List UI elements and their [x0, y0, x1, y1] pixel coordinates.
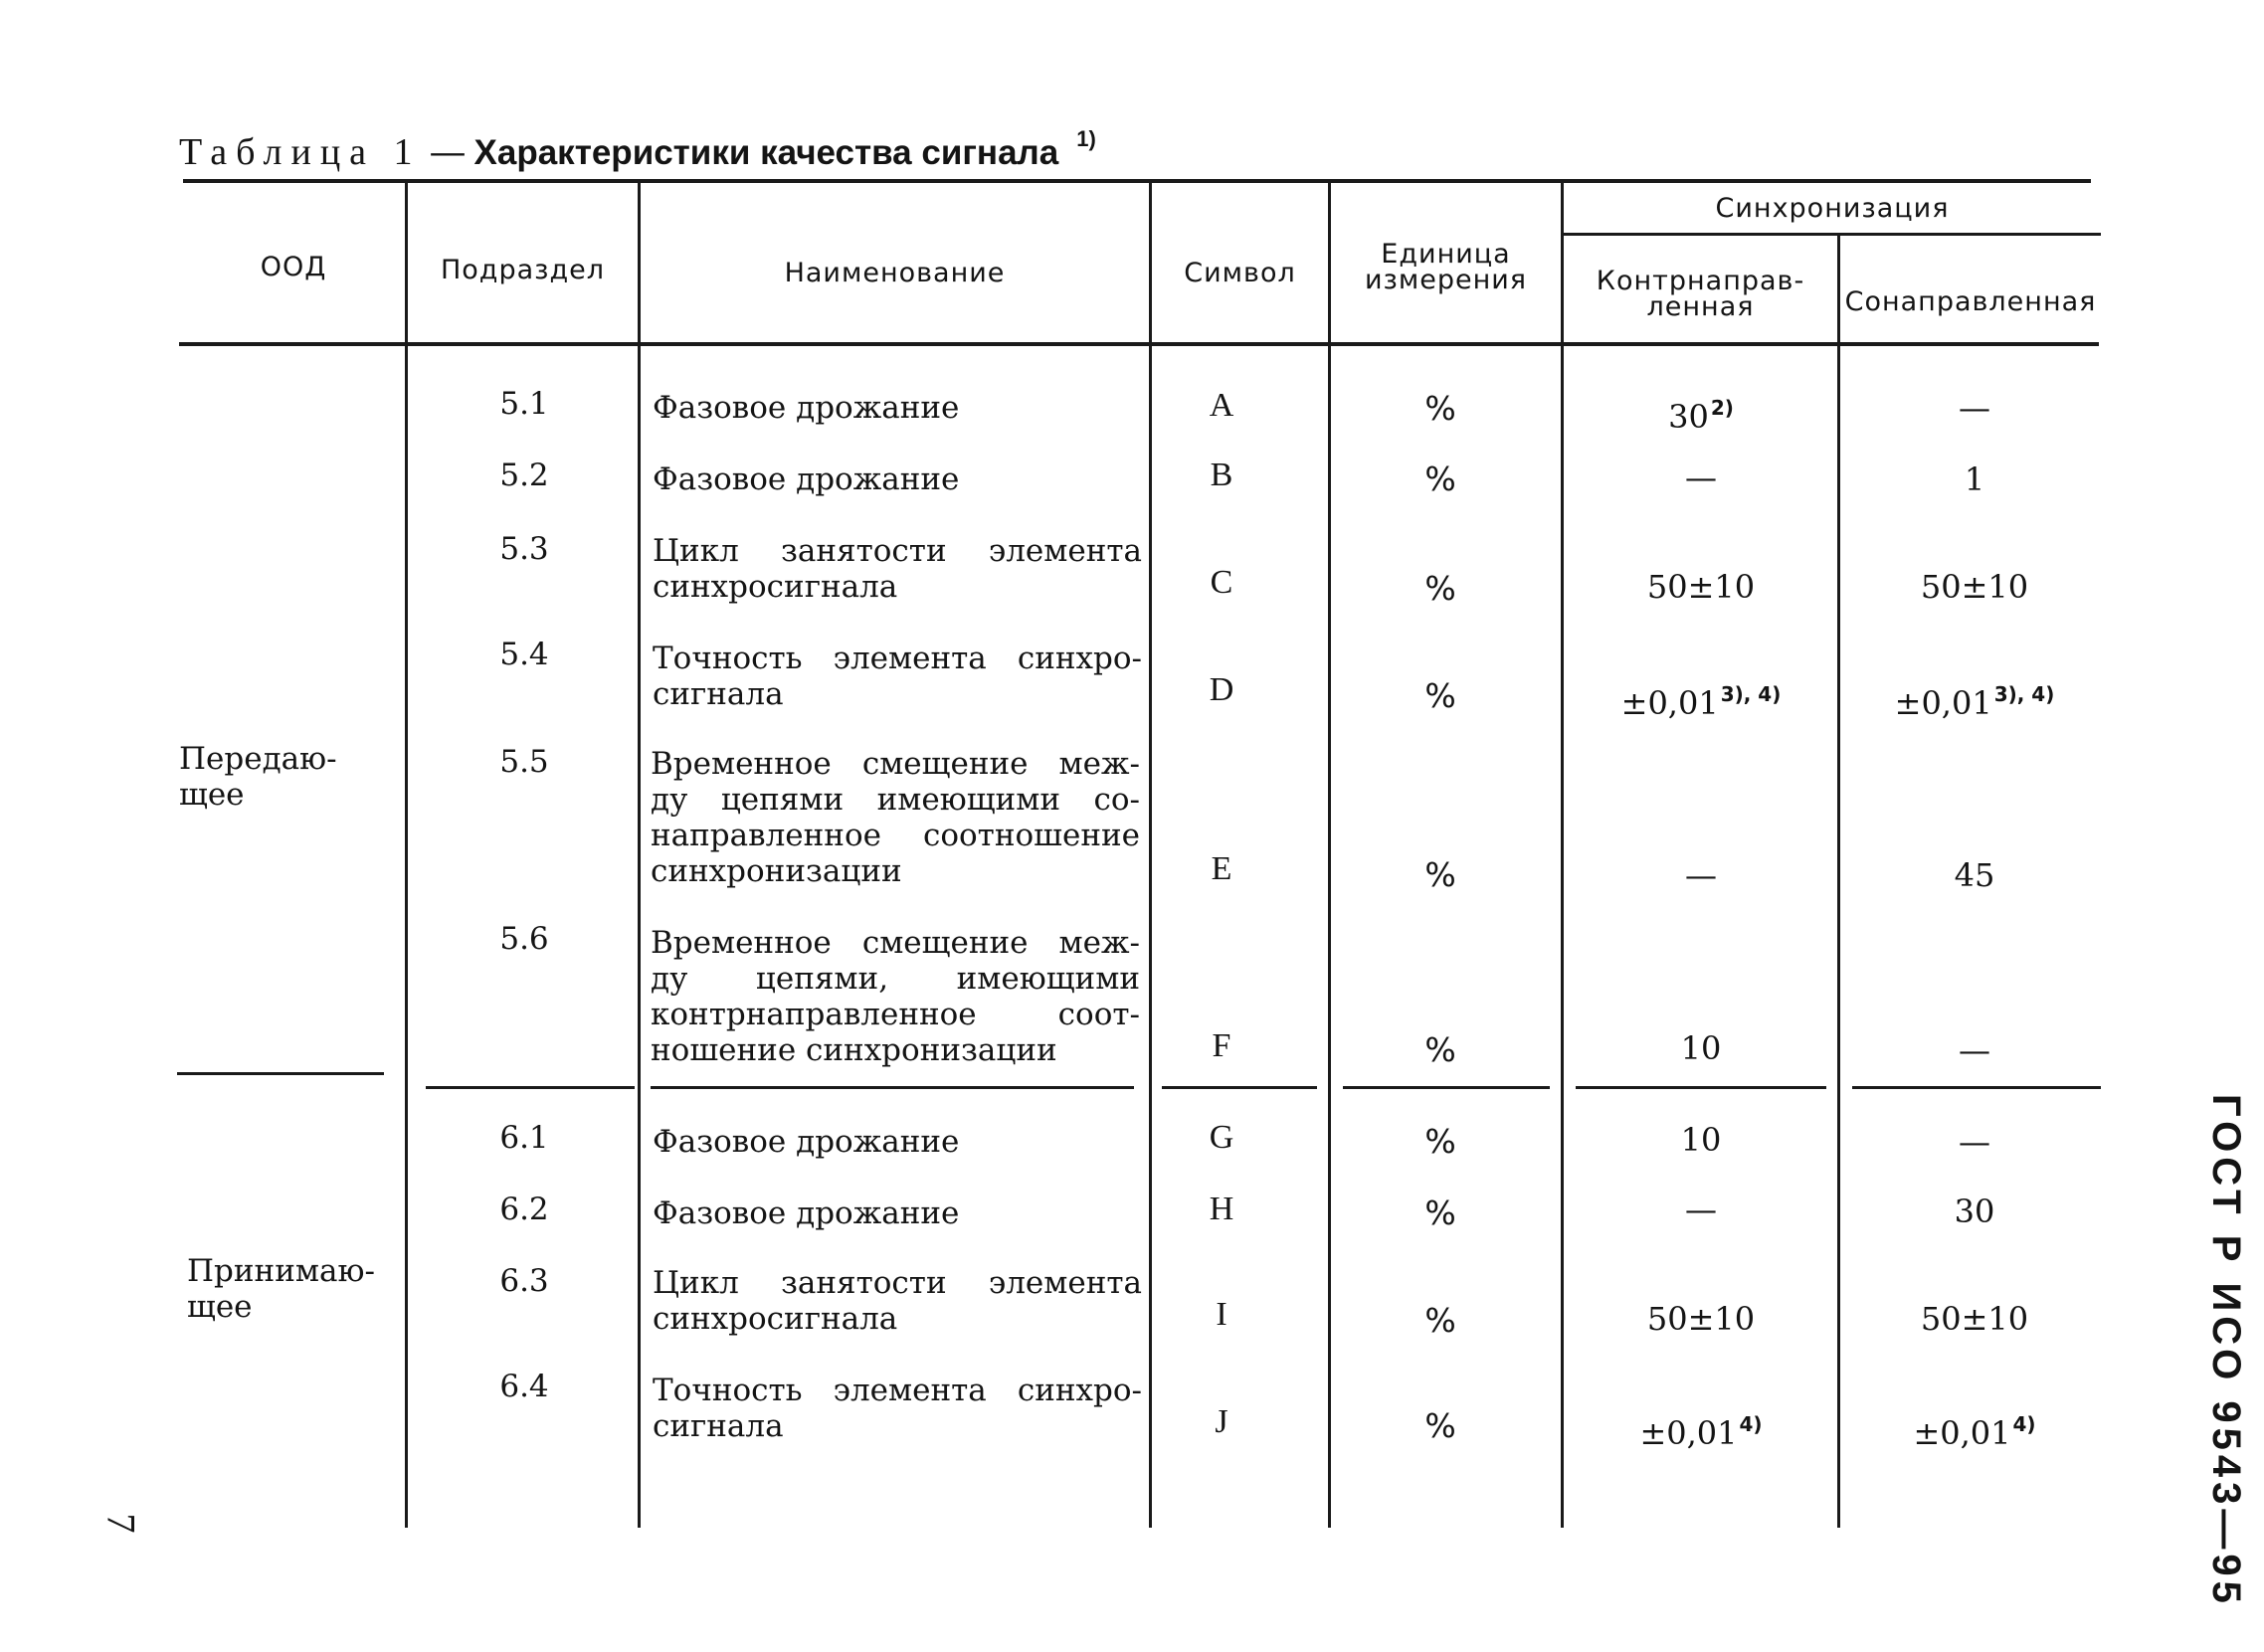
table-row-symbol: F	[1212, 1027, 1231, 1064]
header-unit-line2: измерения	[1364, 265, 1528, 295]
table-row-name: Цикл занятости элемента синхросигнала	[653, 533, 1142, 605]
table-row-co: —	[1959, 389, 1990, 427]
caption-footnote: 1)	[1076, 126, 1096, 151]
table-row-name: Временное смещение меж- ду цепями, имеющими контрнаправленное соот- ношение синхронизации	[651, 925, 1140, 1068]
table-row-unit: %	[1424, 459, 1456, 498]
table-row-sub: 5.2	[499, 458, 549, 493]
table-row-co: —	[1959, 1031, 1990, 1069]
group-label-receive-line2: щее	[187, 1289, 253, 1325]
table-row-sub: 5.1	[499, 386, 549, 422]
group-label-receive	[187, 1253, 375, 1325]
table-row-symbol: J	[1215, 1403, 1228, 1440]
table-row-counter: ±0,01 $^{3), 4)}$	[1620, 682, 1782, 722]
table-title: Характеристики качества сигнала	[473, 133, 1059, 172]
header-unit	[1331, 239, 1561, 295]
table-row-name: Точность элемента синхро- сигнала	[653, 1373, 1142, 1444]
header-sync: Синхронизация	[1715, 193, 1950, 224]
table-row-sub: 6.3	[499, 1263, 549, 1299]
table-row-co: 50±10	[1920, 568, 2029, 606]
table-row-symbol: B	[1210, 457, 1233, 493]
header-name: Наименование	[784, 258, 1006, 288]
table-row-name: Фазовое дрожание	[653, 1124, 960, 1160]
table-row-counter: —	[1685, 856, 1717, 894]
table-row-sub: 5.3	[499, 531, 549, 567]
standard-designation: ГОСТ Р ИСО 9543—95	[2204, 1094, 2248, 1608]
table-row-name: Фазовое дрожание	[653, 1195, 960, 1231]
col-rule-2	[638, 183, 641, 1528]
table-row-symbol: G	[1209, 1119, 1234, 1156]
table-row-unit: %	[1424, 1406, 1456, 1445]
sync-sub-rule	[1564, 233, 2101, 236]
group-label-transmit	[179, 741, 337, 813]
header-subsection: Подраздел	[440, 255, 606, 285]
table-row-name: Цикл занятости элемента синхросигнала	[653, 1265, 1142, 1337]
table-row-symbol: C	[1210, 564, 1233, 601]
header-ood: ООД	[260, 252, 327, 282]
table-row-sub: 5.5	[499, 744, 549, 780]
table-row-sub: 5.6	[499, 921, 549, 957]
col-rule-4	[1328, 183, 1331, 1528]
table-row-counter: 50±10	[1646, 568, 1756, 606]
table-row-co: 45	[1954, 856, 1995, 894]
table-row-co: 1	[1964, 460, 1985, 498]
header-counter	[1564, 266, 1837, 322]
table-row-counter: ±0,01 $^{4)}$	[1639, 1412, 1763, 1452]
table-row-co: ±0,01 $^{3), 4)}$	[1894, 682, 2055, 722]
group-separator-sub	[426, 1086, 635, 1089]
group-separator-ood	[177, 1072, 384, 1075]
table-row-symbol: E	[1211, 850, 1232, 887]
table-row-unit: %	[1424, 1193, 1456, 1232]
header-bottom-rule	[179, 342, 2099, 346]
header-co: Сонаправленная	[1844, 286, 2097, 317]
col-rule-3	[1149, 183, 1152, 1528]
page-number: 7	[98, 1513, 144, 1534]
group-label-transmit-line2: щее	[179, 777, 245, 813]
header-counter-line1: Контрнаправ-	[1596, 266, 1805, 296]
group-separator-name	[651, 1086, 1134, 1089]
table-row-unit: %	[1424, 676, 1456, 715]
header-counter-line2: ленная	[1646, 291, 1755, 322]
table-row-unit: %	[1424, 1030, 1456, 1069]
table-row-co: 50±10	[1920, 1300, 2029, 1338]
header-symbol: Символ	[1184, 258, 1296, 288]
table-caption	[179, 117, 1096, 175]
table-row-sub: 6.1	[499, 1120, 549, 1156]
table-row-co: ±0,01 $^{4)}$	[1913, 1412, 2036, 1452]
header-top-rule	[183, 179, 2091, 183]
group-label-transmit-line1: Передаю-	[179, 741, 337, 777]
table-row-symbol: H	[1209, 1191, 1234, 1227]
group-separator-unit	[1343, 1086, 1550, 1089]
col-rule-5	[1561, 183, 1564, 1528]
table-row-unit: %	[1424, 1301, 1456, 1340]
table-row-sub: 5.4	[499, 637, 549, 672]
table-row-counter: 10	[1680, 1121, 1722, 1159]
table-row-name: Фазовое дрожание	[653, 461, 960, 497]
col-rule-1	[405, 183, 408, 1528]
table-row-co: 30	[1954, 1193, 1995, 1230]
table-row-symbol: I	[1216, 1296, 1227, 1333]
table-row-symbol: A	[1209, 387, 1234, 424]
table-row-counter: 30 $^{2)}$	[1668, 396, 1734, 436]
table-number: Таблица 1	[179, 131, 422, 173]
table-row-sub: 6.2	[499, 1192, 549, 1227]
table-row-counter: 10	[1680, 1029, 1722, 1067]
table-row-co: —	[1959, 1123, 1990, 1161]
table-row-counter: —	[1685, 1191, 1717, 1228]
group-separator-symbol	[1162, 1086, 1317, 1089]
table-row-counter: 50±10	[1646, 1300, 1756, 1338]
table-row-unit: %	[1424, 1122, 1456, 1161]
table-row-name: Временное смещение меж- ду цепями имеющими со- направленное соотношение синхронизации	[651, 746, 1140, 889]
table-row-sub: 6.4	[499, 1369, 549, 1404]
table-row-symbol: D	[1209, 671, 1234, 708]
table-row-unit: %	[1424, 389, 1456, 428]
group-label-receive-line1: Принимаю-	[187, 1253, 375, 1289]
table-row-name: Точность элемента синхро- сигнала	[653, 641, 1142, 712]
caption-dash: —	[429, 130, 467, 173]
table-row-counter: —	[1685, 459, 1717, 496]
group-separator-counter	[1576, 1086, 1826, 1089]
table-row-unit: %	[1424, 569, 1456, 608]
group-separator-co	[1852, 1086, 2101, 1089]
table-row-name: Фазовое дрожание	[653, 390, 960, 426]
header-unit-line1: Единица	[1381, 239, 1511, 270]
table-row-unit: %	[1424, 855, 1456, 894]
